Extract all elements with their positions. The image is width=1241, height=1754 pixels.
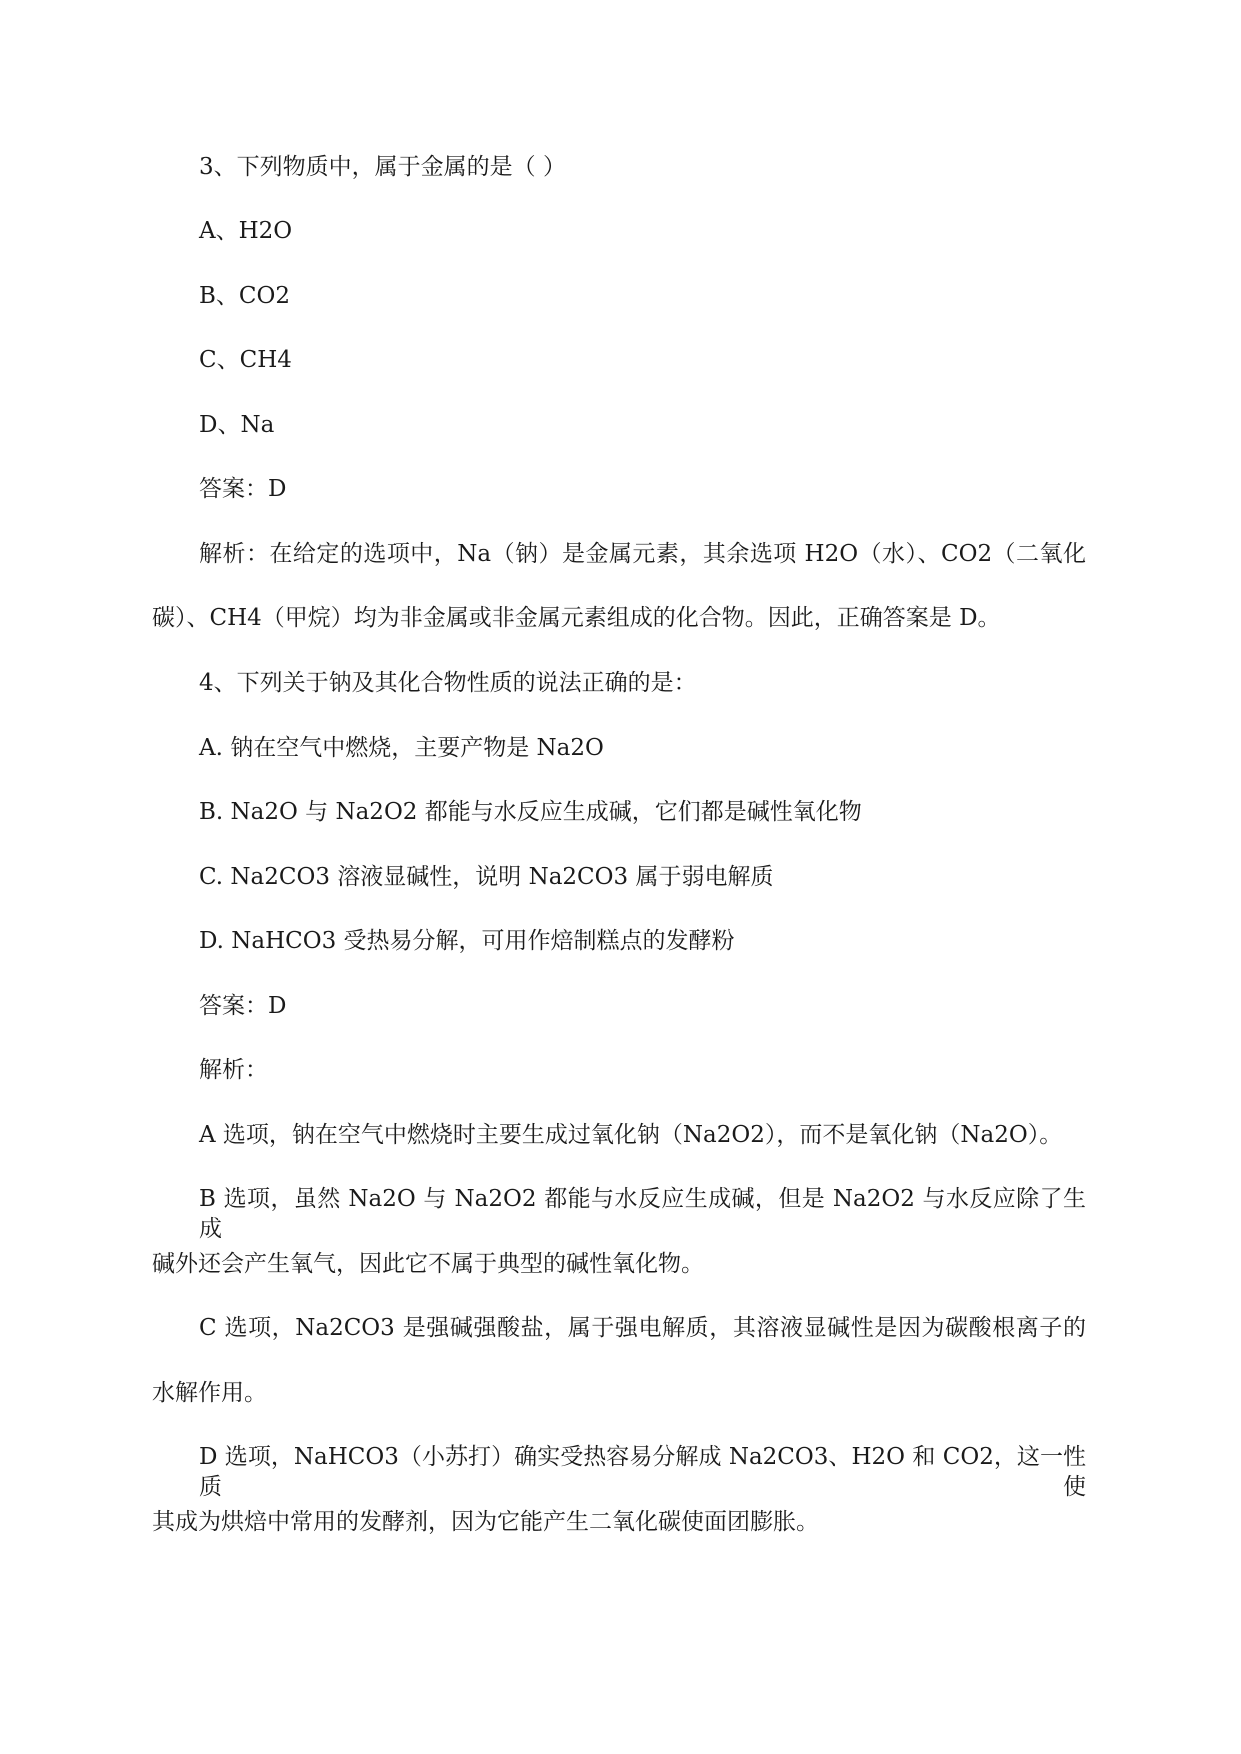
question-3-answer: 答案：D bbox=[199, 476, 287, 502]
question-4-analysis-label: 解析： bbox=[199, 1057, 268, 1083]
question-4-option-d: D. NaHCO3 受热易分解，可用作焙制糕点的发酵粉 bbox=[199, 928, 735, 954]
question-4-explain-d-line-2: 其成为烘焙中常用的发酵剂，因为它能产生二氧化碳使面团膨胀。 bbox=[152, 1509, 819, 1535]
question-3-analysis-line-2: 碳）、CH4（甲烷）均为非金属或非金属元素组成的化合物。因此，正确答案是 D。 bbox=[152, 605, 1001, 631]
question-3-analysis-line-1: 解析：在给定的选项中，Na（钠）是金属元素，其余选项 H2O（水）、CO2（二氧化 bbox=[199, 541, 1086, 567]
question-3-option-c: C、CH4 bbox=[199, 347, 292, 373]
question-4-text: 4、下列关于钠及其化合物性质的说法正确的是： bbox=[199, 670, 697, 696]
question-4-explain-a: A 选项，钠在空气中燃烧时主要生成过氧化钠（Na2O2），而不是氧化钠（Na2O）。 bbox=[199, 1122, 1063, 1148]
question-4-explain-d-line-1: D 选项，NaHCO3（小苏打）确实受热容易分解成 Na2CO3、H2O 和 CO2，这一性质使 bbox=[199, 1444, 1086, 1500]
question-3-text: 3、下列物质中，属于金属的是（ ） bbox=[199, 154, 566, 180]
question-4-option-a: A. 钠在空气中燃烧，主要产物是 Na2O bbox=[199, 735, 604, 761]
question-4-explain-c-line-2: 水解作用。 bbox=[152, 1380, 267, 1406]
question-3-option-a: A、H2O bbox=[199, 218, 293, 244]
question-4-explain-c-line-1: C 选项，Na2CO3 是强碱强酸盐，属于强电解质，其溶液显碱性是因为碳酸根离子的 bbox=[199, 1315, 1086, 1341]
question-3-option-b: B、CO2 bbox=[199, 283, 290, 309]
question-4-explain-b-line-1: B 选项，虽然 Na2O 与 Na2O2 都能与水反应生成碱，但是 Na2O2 与水反应除了生成 bbox=[199, 1186, 1086, 1242]
question-3-option-d: D、Na bbox=[199, 412, 275, 438]
question-4-explain-b-line-2: 碱外还会产生氧气，因此它不属于典型的碱性氧化物。 bbox=[152, 1251, 704, 1277]
question-4-answer: 答案：D bbox=[199, 993, 287, 1019]
question-4-option-c: C. Na2CO3 溶液显碱性，说明 Na2CO3 属于弱电解质 bbox=[199, 864, 774, 890]
question-4-option-b: B. Na2O 与 Na2O2 都能与水反应生成碱，它们都是碱性氧化物 bbox=[199, 799, 862, 825]
